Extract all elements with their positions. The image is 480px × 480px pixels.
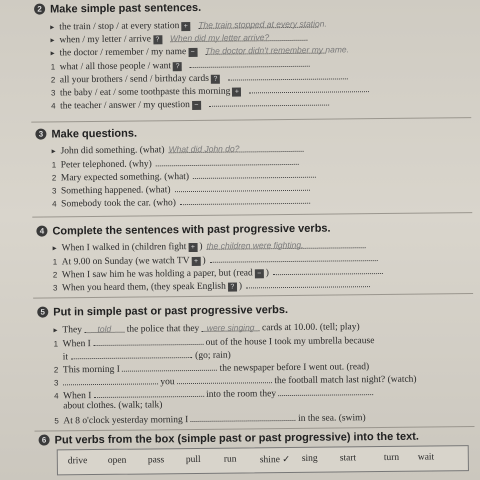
s3-line: 2 Mary expected something. (what) (52, 169, 316, 184)
s2-line: ▸ the train / stop / at every station + The train stopped at every station. (50, 18, 327, 33)
s2-line: ▸ the doctor / remember / my name − The doctor didn't remember my name. (50, 44, 350, 59)
s4-line: ▸ When I walked in (children fight + ) the children were fighting. (53, 239, 366, 253)
answer-blank[interactable] (228, 70, 348, 80)
box-word: turn (383, 452, 400, 464)
box-word: shine ✓ (259, 454, 291, 466)
section-3-number: 3 (35, 129, 46, 140)
s5-line-5: 5 At 8 o'clock yesterday morning I in the sea. (swim) (54, 413, 366, 427)
answer-blank[interactable] (191, 412, 296, 422)
s5-line-4: 4 When I into the room they (54, 386, 373, 401)
s4-line: 1 At 9.00 on Sunday (we watch TV + ) (53, 252, 378, 267)
section-4-title (36, 223, 330, 238)
section-5-heading: Put in simple past or past progressive verbs. (53, 304, 289, 319)
s5-example-line: ▸ They told the police that they were singing cards at 10.00. (tell; play) (53, 322, 360, 336)
symbol-icon: + (181, 22, 190, 31)
answer-blank[interactable] (198, 18, 327, 30)
s3-line: 4 Somebody took the car. (who) (52, 195, 310, 210)
answer-blank[interactable] (209, 97, 329, 107)
answer-text: What did John do? (168, 143, 240, 155)
s2-line: ▸ when / my letter / arrive ? When did my letter arrive? (50, 32, 307, 46)
s5-line-2: 2 This morning I the newspaper before I went out. (read) (53, 362, 370, 376)
s5-line-1: 1 When I out of the house I took my umbrella because (53, 336, 375, 350)
answer-blank[interactable] (246, 278, 370, 288)
s5-line-4b: about clothes. (walk; talk) (63, 400, 163, 412)
section-5-title (37, 304, 288, 319)
symbol-icon: + (232, 87, 241, 96)
section-2-title (34, 2, 201, 16)
symbol-icon: − (192, 101, 201, 110)
box-word: open (107, 455, 127, 466)
symbol-icon: − (188, 48, 197, 57)
box-word: pull (185, 454, 201, 466)
s3-line: 1 Peter telephoned. (why) (52, 156, 299, 171)
section-3-heading: Make questions. (51, 127, 138, 141)
section-6-number: 6 (39, 435, 50, 446)
answer-text: the children were fighting. (206, 239, 304, 251)
section-4-heading: Complete the sentences with past progressive verbs. (52, 222, 331, 238)
answer-blank[interactable] (168, 143, 303, 153)
answer-blank[interactable] (205, 44, 350, 56)
answer-blank[interactable] (177, 374, 272, 384)
s4-line: 2 When I saw him he was holding a paper, but (read − ) (53, 265, 383, 280)
s2-line: 2 all your brothers / send / birthday cards ? (51, 70, 348, 85)
answer-blank[interactable] (63, 375, 158, 385)
s2-line: 4 the teacher / answer / my question − (51, 97, 329, 112)
answer-blank[interactable] (206, 239, 365, 250)
box-word: run (223, 454, 237, 465)
symbol-icon: ? (211, 75, 220, 84)
box-word: sing (301, 453, 318, 464)
box-word: drive (67, 456, 88, 467)
section-2-heading: Make simple past sentences. (50, 1, 202, 16)
s4-line: 3 When you heard them, (they speak English ? ) (53, 278, 370, 293)
answer-blank[interactable] (94, 388, 204, 398)
answer-blank[interactable] (70, 349, 190, 359)
answer-blank[interactable] (93, 336, 203, 346)
answer-text: The doctor didn't remember my name. (205, 44, 350, 56)
answer-text: The train stopped at every station. (198, 18, 327, 30)
answer-blank[interactable] (170, 32, 308, 42)
answer-blank[interactable] (273, 265, 383, 275)
section-3-title (35, 128, 137, 141)
answer-blank[interactable] (193, 169, 316, 179)
symbol-icon: − (255, 269, 264, 278)
answer-blank[interactable] (249, 83, 369, 93)
section-5-number: 5 (37, 307, 48, 318)
s2-line: 3 the baby / eat / some toothpaste this morning + (51, 83, 370, 98)
box-word: wait (417, 452, 435, 463)
symbol-icon: ? (173, 62, 182, 71)
section-6-title (39, 431, 419, 447)
divider (31, 117, 471, 123)
verb-word-box (57, 445, 469, 475)
answer-blank[interactable] (156, 156, 299, 166)
answer-blank[interactable] (190, 58, 310, 68)
answer-text: When did my letter arrive? (169, 32, 270, 44)
s5-line-3: 3 you the football match last night? (watch) (53, 374, 417, 388)
divider (33, 293, 473, 299)
box-word: start (339, 453, 357, 464)
symbol-icon: ? (153, 35, 162, 44)
answer-blank[interactable] (278, 386, 373, 396)
answer-text: told (97, 323, 112, 334)
answer-text: were singing (206, 322, 255, 333)
s3-line: 3 Something happened. (what) (52, 182, 310, 197)
answer-blank[interactable] (174, 182, 309, 192)
s5-line-1b: it . (go; rain) (62, 350, 231, 363)
divider (32, 212, 472, 218)
s3-line: ▸ John did something. (what) What did John do? (52, 143, 304, 157)
answer-blank[interactable] (180, 195, 310, 205)
s2-line: 1 what / all those people / want ? (51, 58, 310, 73)
box-word: pass (147, 455, 165, 466)
section-6-heading: Put verbs from the box (simple past or past progressive) into the text. (54, 430, 419, 447)
answer-blank[interactable] (210, 252, 378, 263)
symbol-icon: + (191, 257, 200, 266)
symbol-icon: + (188, 243, 197, 252)
answer-blank[interactable] (122, 362, 217, 372)
symbol-icon: ? (228, 283, 237, 292)
section-4-number: 4 (36, 226, 47, 237)
section-2-number: 2 (34, 4, 45, 15)
